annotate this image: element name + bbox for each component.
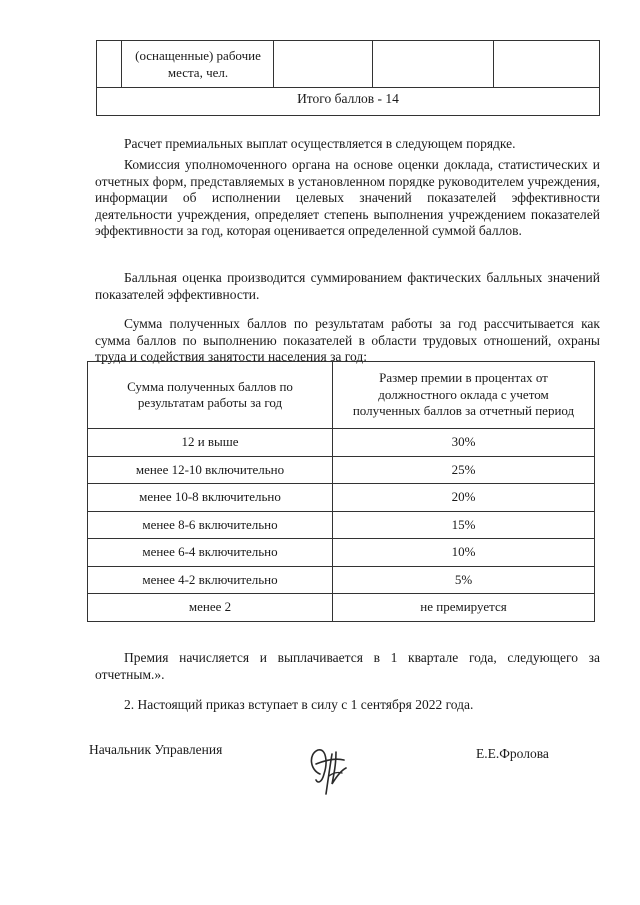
table-row — [88, 511, 595, 539]
paragraph-commission: Комиссия уполномоченного органа на основе оценки доклада, статистических и отчетных форм, представляемых в установленном порядке руководителем учреждения, информации об исполнении целевых значений показателей эффективности деятельности учреждения, определяет степень выполнения учреждением показателей эффективности за год, которая оценивается определенной суммой баллов. — [95, 157, 600, 238]
bonus-percent-cell: 30% — [333, 429, 595, 457]
bonus-percent-cell: не премируется — [333, 594, 595, 622]
score-table — [87, 361, 595, 622]
header-bonus-size — [333, 362, 595, 429]
bonus-percent-cell: 20% — [333, 484, 595, 512]
score-range-cell: менее 8-6 включительно — [88, 511, 333, 539]
top-table-row — [97, 41, 599, 88]
score-range-cell: менее 6-4 включительно — [88, 539, 333, 567]
column-divider — [493, 41, 494, 87]
table-row — [88, 456, 595, 484]
bonus-percent-cell: 25% — [333, 456, 595, 484]
paragraph-score-sum: Сумма полученных баллов по результатам работы за год рассчитывается как сумма баллов по выполнению показателей в области трудовых отношений, охраны труда и содействия занятости населения за год: — [95, 316, 600, 364]
column-divider — [372, 41, 373, 87]
total-score-row: Итого баллов - 14 — [297, 91, 399, 106]
table-row — [88, 484, 595, 512]
header-bonus-size-text: Размер премии в процентах от должностного оклада с учетом полученных баллов за отчетный период — [352, 370, 575, 419]
score-range-cell: менее 4-2 включительно — [88, 566, 333, 594]
score-range-cell: менее 12-10 включительно — [88, 456, 333, 484]
bonus-percent-cell: 15% — [333, 511, 595, 539]
table-header-row — [88, 362, 595, 429]
signatory-position: Начальник Управления — [89, 742, 223, 757]
column-divider — [121, 41, 122, 87]
handwritten-signature — [296, 740, 360, 804]
table-row — [88, 429, 595, 457]
paragraph-effective-date: 2. Настоящий приказ вступает в силу с 1 сентября 2022 года. — [124, 697, 474, 712]
bonus-percent-cell: 5% — [333, 566, 595, 594]
score-range-cell: менее 2 — [88, 594, 333, 622]
table-row — [88, 594, 595, 622]
bonus-percent-cell: 10% — [333, 539, 595, 567]
signatory-name: Е.Е.Фролова — [476, 746, 549, 761]
paragraph-bonus-payment: Премия начисляется и выплачивается в 1 квартале года, следующего за отчетным.». — [95, 650, 600, 682]
score-range-cell: менее 10-8 включительно — [88, 484, 333, 512]
column-divider — [273, 41, 274, 87]
paragraph-calculation-order: Расчет премиальных выплат осуществляется в следующем порядке. — [124, 136, 516, 151]
table-row — [88, 539, 595, 567]
header-score-sum-text: Сумма полученных баллов по результатам работы за год — [127, 378, 293, 410]
top-table-cell-text: (оснащенные) рабочие места, чел. — [135, 48, 261, 80]
header-score-sum — [88, 362, 333, 429]
top-table-fragment — [96, 40, 600, 116]
score-range-cell: 12 и выше — [88, 429, 333, 457]
table-row — [88, 566, 595, 594]
paragraph-scoring: Балльная оценка производится суммированием фактических балльных значений показателей эффективности. — [95, 270, 600, 302]
